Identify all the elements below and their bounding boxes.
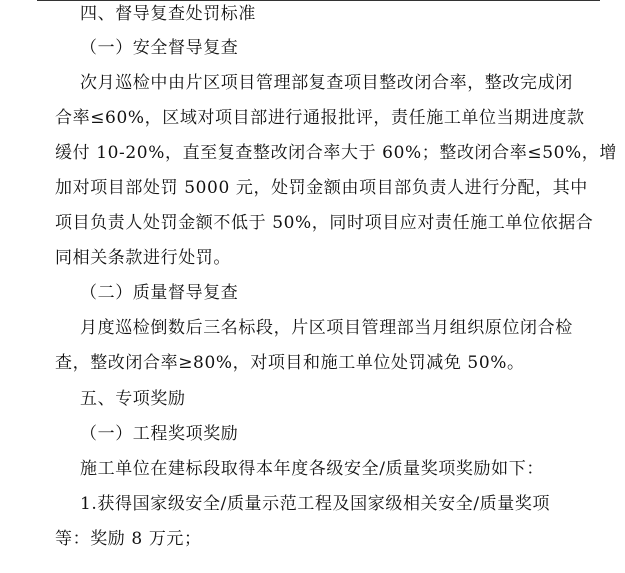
list-item-line: 1.获得国家级安全/质量示范工程及国家级相关安全/质量奖项 (80, 494, 551, 514)
paragraph-line: 施工单位在建标段取得本年度各级安全/质量奖项奖励如下： (80, 459, 544, 479)
paragraph-line: 查，整改闭合率≥80%，对项目和施工单位处罚减免 50%。 (55, 353, 525, 373)
subsection-heading-awards: （一）工程奖项奖励 (80, 424, 239, 444)
subsection-heading-safety: （一）安全督导复查 (80, 38, 239, 58)
paragraph-line: 项目负责人处罚金额不低于 50%，同时项目应对责任施工单位依据合 (55, 213, 594, 233)
paragraph-line: 缓付 10-20%，直至复查整改闭合率大于 60%；整改闭合率≤50%，增 (55, 143, 617, 163)
paragraph-line: 加对项目部处罚 5000 元，处罚金额由项目部负责人进行分配，其中 (55, 178, 588, 198)
paragraph-line: 月度巡检倒数后三名标段，片区项目管理部当月组织原位闭合检 (80, 318, 573, 338)
list-item-line: 等：奖励 8 万元； (55, 529, 202, 549)
paragraph-line: 同相关条款进行处罚。 (55, 248, 231, 268)
section-heading-4: 四、督导复查处罚标准 (80, 4, 256, 24)
paragraph-line: 次月巡检中由片区项目管理部复查项目整改闭合率，整改完成闭 (80, 73, 573, 93)
subsection-heading-quality: （二）质量督导复查 (80, 283, 239, 303)
paragraph-line: 合率≤60%，区域对项目部进行通报批评，责任施工单位当期进度款 (55, 108, 585, 128)
section-heading-5: 五、专项奖励 (80, 389, 186, 409)
